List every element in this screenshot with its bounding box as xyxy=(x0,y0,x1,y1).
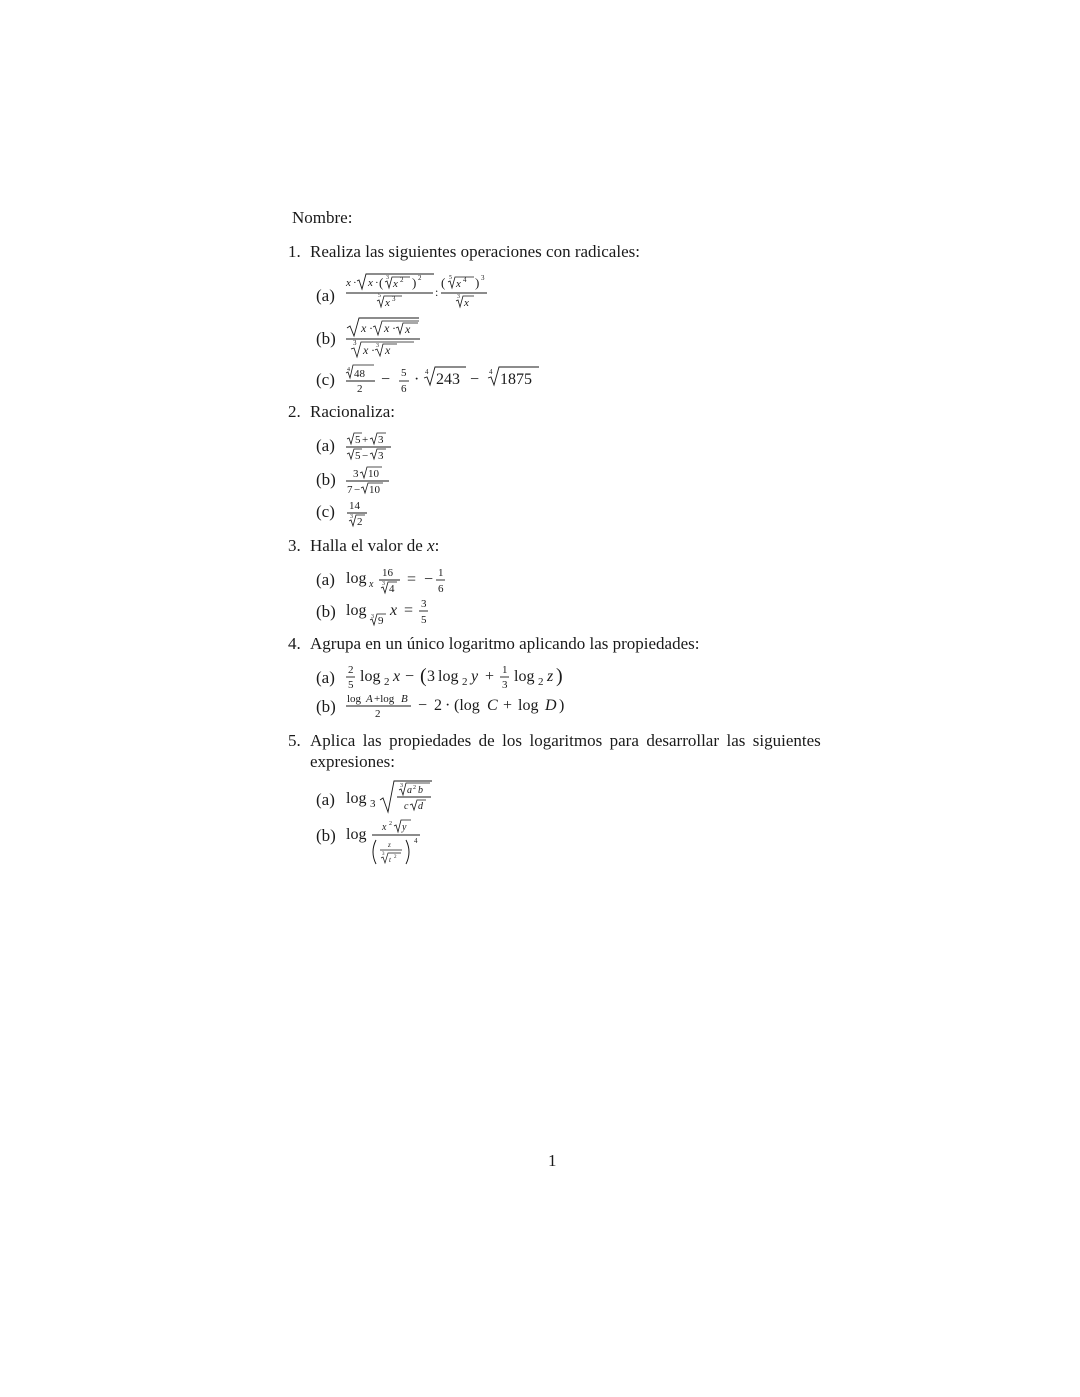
svg-text:=: = xyxy=(407,571,417,588)
item-4a-expression xyxy=(344,661,574,691)
svg-text:1: 1 xyxy=(438,567,444,579)
svg-text:): ) xyxy=(475,275,480,290)
item-1a-label: (a) xyxy=(316,286,335,305)
question-3-title-colon: : xyxy=(434,536,440,555)
svg-text:·: · xyxy=(369,321,373,335)
svg-text:3: 3 xyxy=(502,679,508,691)
svg-text:log: log xyxy=(347,693,362,705)
svg-text:−: − xyxy=(381,371,391,388)
svg-text:x: x xyxy=(405,322,411,336)
svg-text:(: ( xyxy=(379,275,384,290)
item-2b-label: (b) xyxy=(316,470,336,489)
svg-text:log: log xyxy=(346,826,367,843)
svg-text:4: 4 xyxy=(463,276,467,284)
svg-text:6: 6 xyxy=(401,383,407,395)
svg-text:3: 3 xyxy=(382,581,385,587)
svg-text:4: 4 xyxy=(489,368,493,376)
svg-text:5: 5 xyxy=(449,275,452,281)
svg-text:D: D xyxy=(545,697,557,714)
svg-text:−: − xyxy=(362,450,369,462)
svg-text:·: · xyxy=(371,343,375,357)
svg-text:10: 10 xyxy=(369,484,380,496)
svg-text:x: x xyxy=(390,602,398,619)
svg-text:): ) xyxy=(412,275,417,290)
svg-text:3: 3 xyxy=(371,614,374,620)
svg-text:log: log xyxy=(438,668,459,685)
svg-text:a: a xyxy=(407,785,412,796)
svg-text:x: x xyxy=(346,277,351,289)
svg-text:2: 2 xyxy=(538,676,544,688)
svg-text:3: 3 xyxy=(378,450,384,462)
svg-text:c: c xyxy=(404,801,409,812)
item-3a-label: (a) xyxy=(316,570,335,589)
question-3-title xyxy=(310,536,439,556)
svg-text:3: 3 xyxy=(378,434,384,446)
svg-text:1: 1 xyxy=(502,664,508,676)
item-3b-expression xyxy=(344,596,444,630)
svg-text:−: − xyxy=(405,668,415,685)
svg-text:3: 3 xyxy=(376,343,379,349)
svg-text:48: 48 xyxy=(354,368,365,380)
item-2b-expression xyxy=(344,464,404,498)
svg-text:3: 3 xyxy=(392,295,396,303)
item-4b-label: (b) xyxy=(316,697,336,716)
question-1-number: 1. xyxy=(288,242,301,261)
svg-text:y: y xyxy=(471,668,479,685)
svg-text:=: = xyxy=(404,602,414,619)
svg-text:7: 7 xyxy=(347,484,353,496)
question-3-title-text: Halla el valor de xyxy=(310,536,423,555)
svg-text:+: + xyxy=(485,668,495,685)
item-3b-label: (b) xyxy=(316,602,336,621)
svg-text:10: 10 xyxy=(368,468,379,480)
svg-text:z: z xyxy=(388,841,391,849)
svg-text:log: log xyxy=(360,668,381,685)
svg-text:d: d xyxy=(418,801,423,812)
svg-text:·: · xyxy=(445,697,451,714)
svg-text:): ) xyxy=(559,697,565,714)
svg-text:2: 2 xyxy=(357,516,363,528)
item-1c-expression xyxy=(344,362,544,396)
svg-text:2: 2 xyxy=(375,708,381,720)
svg-text:2: 2 xyxy=(394,855,397,860)
svg-text:3: 3 xyxy=(353,468,359,480)
svg-text:5: 5 xyxy=(355,434,361,446)
item-1b-expression xyxy=(344,316,434,360)
svg-text:2: 2 xyxy=(400,276,404,284)
svg-text:3: 3 xyxy=(421,598,427,610)
svg-text:x: x xyxy=(464,297,469,309)
item-2a-expression xyxy=(344,430,404,464)
svg-text:3: 3 xyxy=(350,514,353,520)
svg-text:·: · xyxy=(353,277,357,289)
svg-text:log: log xyxy=(518,697,539,714)
svg-text:4: 4 xyxy=(389,583,395,595)
svg-text:(log: (log xyxy=(454,697,480,714)
svg-text:x: x xyxy=(456,278,461,290)
svg-text:−: − xyxy=(470,371,480,388)
item-1b-label: (b) xyxy=(316,329,336,348)
svg-text:3: 3 xyxy=(382,852,385,857)
svg-text:2: 2 xyxy=(413,785,416,791)
svg-text:5: 5 xyxy=(401,367,407,379)
svg-text:·: · xyxy=(392,321,396,335)
svg-text:2: 2 xyxy=(462,676,468,688)
svg-text:log: log xyxy=(346,790,367,807)
item-4a-label: (a) xyxy=(316,668,335,687)
svg-text:3: 3 xyxy=(427,668,435,685)
svg-text:5: 5 xyxy=(421,614,427,626)
svg-text:x: x xyxy=(361,321,367,335)
svg-text:b: b xyxy=(418,785,423,796)
question-1-title: Realiza las siguientes operaciones con radicales: xyxy=(310,242,640,261)
svg-text:4: 4 xyxy=(347,367,350,373)
svg-text:5: 5 xyxy=(348,679,354,691)
question-3-title-variable: x xyxy=(427,536,435,555)
item-2c-expression xyxy=(344,496,384,530)
svg-text:3: 3 xyxy=(370,798,376,810)
svg-text:5: 5 xyxy=(355,450,361,462)
svg-text:1875: 1875 xyxy=(500,371,532,388)
question-5-title-line1: Aplica las propiedades de los logaritmos para desarrollar las siguientes xyxy=(310,731,821,750)
svg-text:y: y xyxy=(402,822,407,833)
svg-text:x: x xyxy=(369,579,374,590)
svg-text:·: · xyxy=(414,371,420,388)
item-5a-label: (a) xyxy=(316,790,335,809)
svg-text:−: − xyxy=(424,571,434,588)
item-5b-expression xyxy=(344,818,434,874)
svg-text:2: 2 xyxy=(434,697,442,714)
svg-text:): ) xyxy=(556,665,563,687)
svg-text:x: x xyxy=(385,343,391,357)
svg-text:−: − xyxy=(354,484,361,496)
item-5a-expression xyxy=(344,778,444,818)
svg-text:x: x xyxy=(384,321,390,335)
item-3a-expression xyxy=(344,563,464,597)
question-4-number: 4. xyxy=(288,634,301,653)
page-number: 1 xyxy=(548,1151,557,1170)
svg-text::: : xyxy=(435,285,439,299)
svg-text:A: A xyxy=(366,693,373,705)
svg-text:2: 2 xyxy=(348,664,354,676)
svg-text:6: 6 xyxy=(438,583,444,595)
svg-text:x: x xyxy=(393,668,401,685)
svg-text:x: x xyxy=(382,822,387,833)
svg-text:log: log xyxy=(346,570,367,587)
item-1a-expression xyxy=(344,272,494,314)
name-label: Nombre: xyxy=(292,208,353,227)
item-4b-expression xyxy=(344,690,584,720)
svg-text:z: z xyxy=(547,668,554,685)
svg-text:+: + xyxy=(503,697,513,714)
svg-text:2: 2 xyxy=(357,383,363,395)
question-2-title: Racionaliza: xyxy=(310,402,395,421)
svg-text:3: 3 xyxy=(400,783,403,789)
svg-text:243: 243 xyxy=(436,371,460,388)
svg-text:x: x xyxy=(363,343,369,357)
svg-text:4: 4 xyxy=(414,837,418,845)
svg-text:5: 5 xyxy=(378,293,381,299)
svg-text:t: t xyxy=(389,856,391,864)
svg-text:2: 2 xyxy=(418,274,422,282)
svg-text:B: B xyxy=(401,693,408,705)
question-2-number: 2. xyxy=(288,402,301,421)
svg-text:·: · xyxy=(375,277,379,289)
svg-text:x: x xyxy=(385,297,390,309)
svg-text:(: ( xyxy=(441,275,446,290)
svg-text:4: 4 xyxy=(425,368,429,376)
svg-text:−: − xyxy=(418,697,428,714)
item-1c-label: (c) xyxy=(316,370,335,389)
question-4-title: Agrupa en un único logaritmo aplicando las propiedades: xyxy=(310,634,700,653)
svg-text:2: 2 xyxy=(384,676,390,688)
item-5b-label: (b) xyxy=(316,826,336,845)
svg-text:3: 3 xyxy=(386,275,389,281)
svg-text:9: 9 xyxy=(378,615,384,627)
svg-text:(: ( xyxy=(420,665,427,687)
svg-text:16: 16 xyxy=(382,567,393,579)
svg-text:log: log xyxy=(346,602,367,619)
svg-text:x: x xyxy=(393,278,398,290)
item-2a-label: (a) xyxy=(316,436,335,455)
question-5-number: 5. xyxy=(288,731,301,750)
svg-text:C: C xyxy=(487,697,498,714)
svg-text:x: x xyxy=(368,277,373,289)
svg-text:3: 3 xyxy=(353,339,357,347)
svg-text:3: 3 xyxy=(457,294,460,300)
svg-text:+log: +log xyxy=(374,693,395,705)
svg-text:log: log xyxy=(514,668,535,685)
svg-text:2: 2 xyxy=(389,821,392,827)
svg-text:14: 14 xyxy=(349,500,360,512)
item-2c-label: (c) xyxy=(316,502,335,521)
question-3-number: 3. xyxy=(288,536,301,555)
svg-text:+: + xyxy=(362,434,369,446)
question-5-title-line2: expresiones: xyxy=(310,752,395,771)
svg-text:3: 3 xyxy=(481,274,485,282)
